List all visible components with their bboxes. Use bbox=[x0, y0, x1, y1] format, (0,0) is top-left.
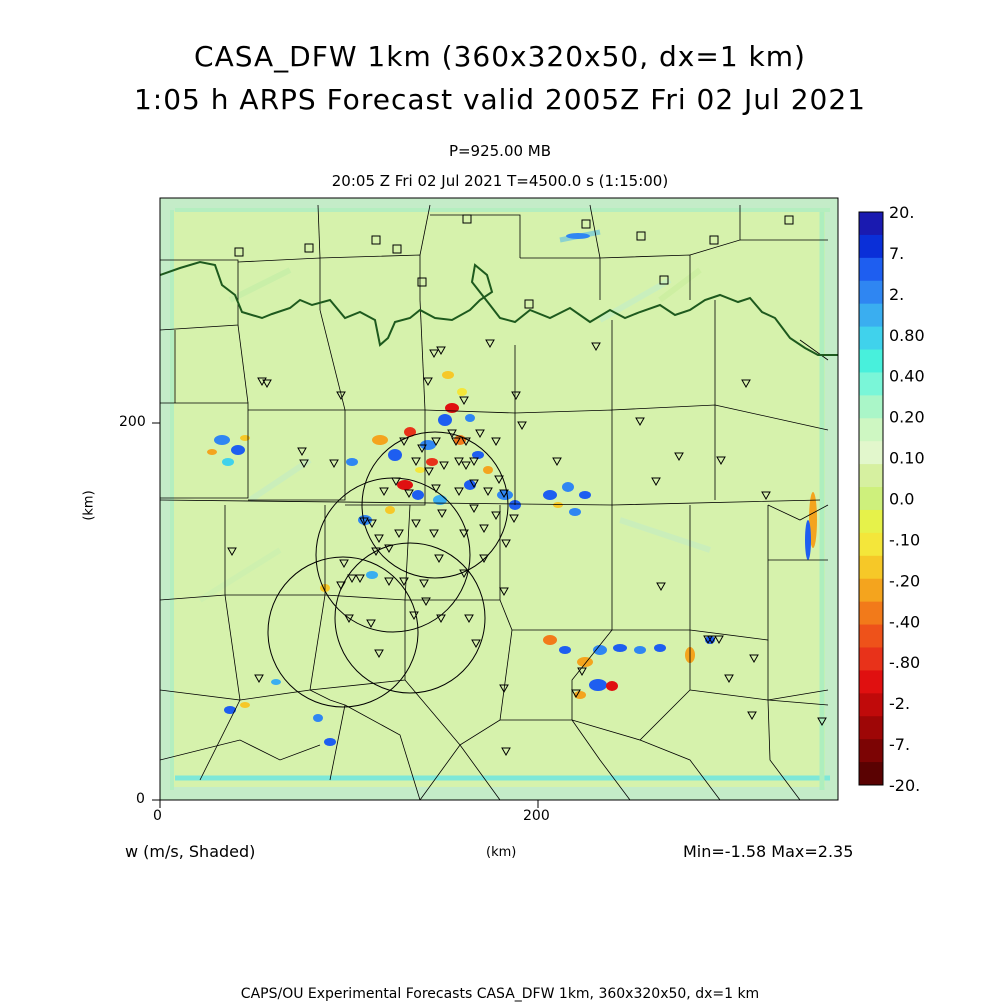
colorbar-swatch bbox=[859, 441, 883, 464]
colorbar-label: -.80 bbox=[889, 653, 921, 673]
colorbar-swatch bbox=[859, 487, 883, 510]
colorbar-swatch bbox=[859, 350, 883, 373]
colorbar-label: 0.20 bbox=[889, 407, 925, 427]
map-panel bbox=[160, 198, 838, 800]
colorbar-swatch bbox=[859, 739, 883, 762]
y-tick-0: 0 bbox=[136, 791, 145, 807]
colorbar-swatch bbox=[859, 281, 883, 304]
colorbar-swatch bbox=[859, 670, 883, 693]
colorbar-label: 0.80 bbox=[889, 325, 925, 345]
valid-time: 20:05 Z Fri 02 Jul 2021 T=4500.0 s (1:15:00) bbox=[331, 172, 669, 190]
footer-credit: CAPS/OU Experimental Forecasts CASA_DFW 1km, 360x320x50, dx=1 km bbox=[240, 986, 760, 1002]
colorbar-swatch bbox=[859, 693, 883, 716]
colorbar-swatch bbox=[859, 716, 883, 739]
colorbar-swatch bbox=[859, 510, 883, 533]
colorbar-label: -.20 bbox=[889, 571, 921, 591]
colorbar-label: 2. bbox=[889, 284, 905, 304]
colorbar-swatch bbox=[859, 556, 883, 579]
colorbar-swatch bbox=[859, 327, 883, 350]
colorbar-swatch bbox=[859, 647, 883, 670]
colorbar-label: 0.10 bbox=[889, 448, 925, 468]
field-label: w (m/s, Shaded) bbox=[125, 842, 256, 861]
y-tick-200: 200 bbox=[119, 414, 146, 430]
colorbar-swatch bbox=[859, 579, 883, 602]
colorbar-label: -.10 bbox=[889, 530, 921, 550]
colorbar-swatch bbox=[859, 258, 883, 281]
colorbar-swatch bbox=[859, 304, 883, 327]
colorbar-label: 0.0 bbox=[889, 489, 915, 509]
pressure-level: P=925.00 MB bbox=[448, 142, 552, 160]
colorbar-swatch bbox=[859, 212, 883, 235]
colorbar-label: 7. bbox=[889, 243, 905, 263]
colorbar-label: 20. bbox=[889, 203, 915, 222]
title-line-1: CASA_DFW 1km (360x320x50, dx=1 km) bbox=[194, 40, 806, 73]
colorbar-swatch bbox=[859, 418, 883, 441]
colorbar-swatch bbox=[859, 625, 883, 648]
colorbar-label: -.40 bbox=[889, 612, 921, 632]
x-axis-unit: (km) bbox=[486, 845, 517, 860]
x-tick-200: 200 bbox=[523, 808, 550, 824]
colorbar-swatch bbox=[859, 464, 883, 487]
colorbar-swatch bbox=[859, 602, 883, 625]
colorbar-label: -20. bbox=[889, 776, 921, 795]
x-tick-0: 0 bbox=[153, 808, 162, 824]
colorbar-swatch bbox=[859, 762, 883, 785]
y-axis-unit: (km) bbox=[81, 490, 97, 521]
colorbar-label: -7. bbox=[889, 735, 911, 755]
colorbar-swatch bbox=[859, 372, 883, 395]
colorbar-swatch bbox=[859, 395, 883, 418]
colorbar bbox=[859, 203, 925, 795]
colorbar-label: -2. bbox=[889, 694, 911, 714]
colorbar-swatch bbox=[859, 533, 883, 556]
min-max-label: Min=-1.58 Max=2.35 bbox=[683, 842, 854, 861]
colorbar-swatch bbox=[859, 235, 883, 258]
colorbar-label: 0.40 bbox=[889, 366, 925, 386]
title-line-2: 1:05 h ARPS Forecast valid 2005Z Fri 02 Jul 2021 bbox=[133, 83, 866, 116]
